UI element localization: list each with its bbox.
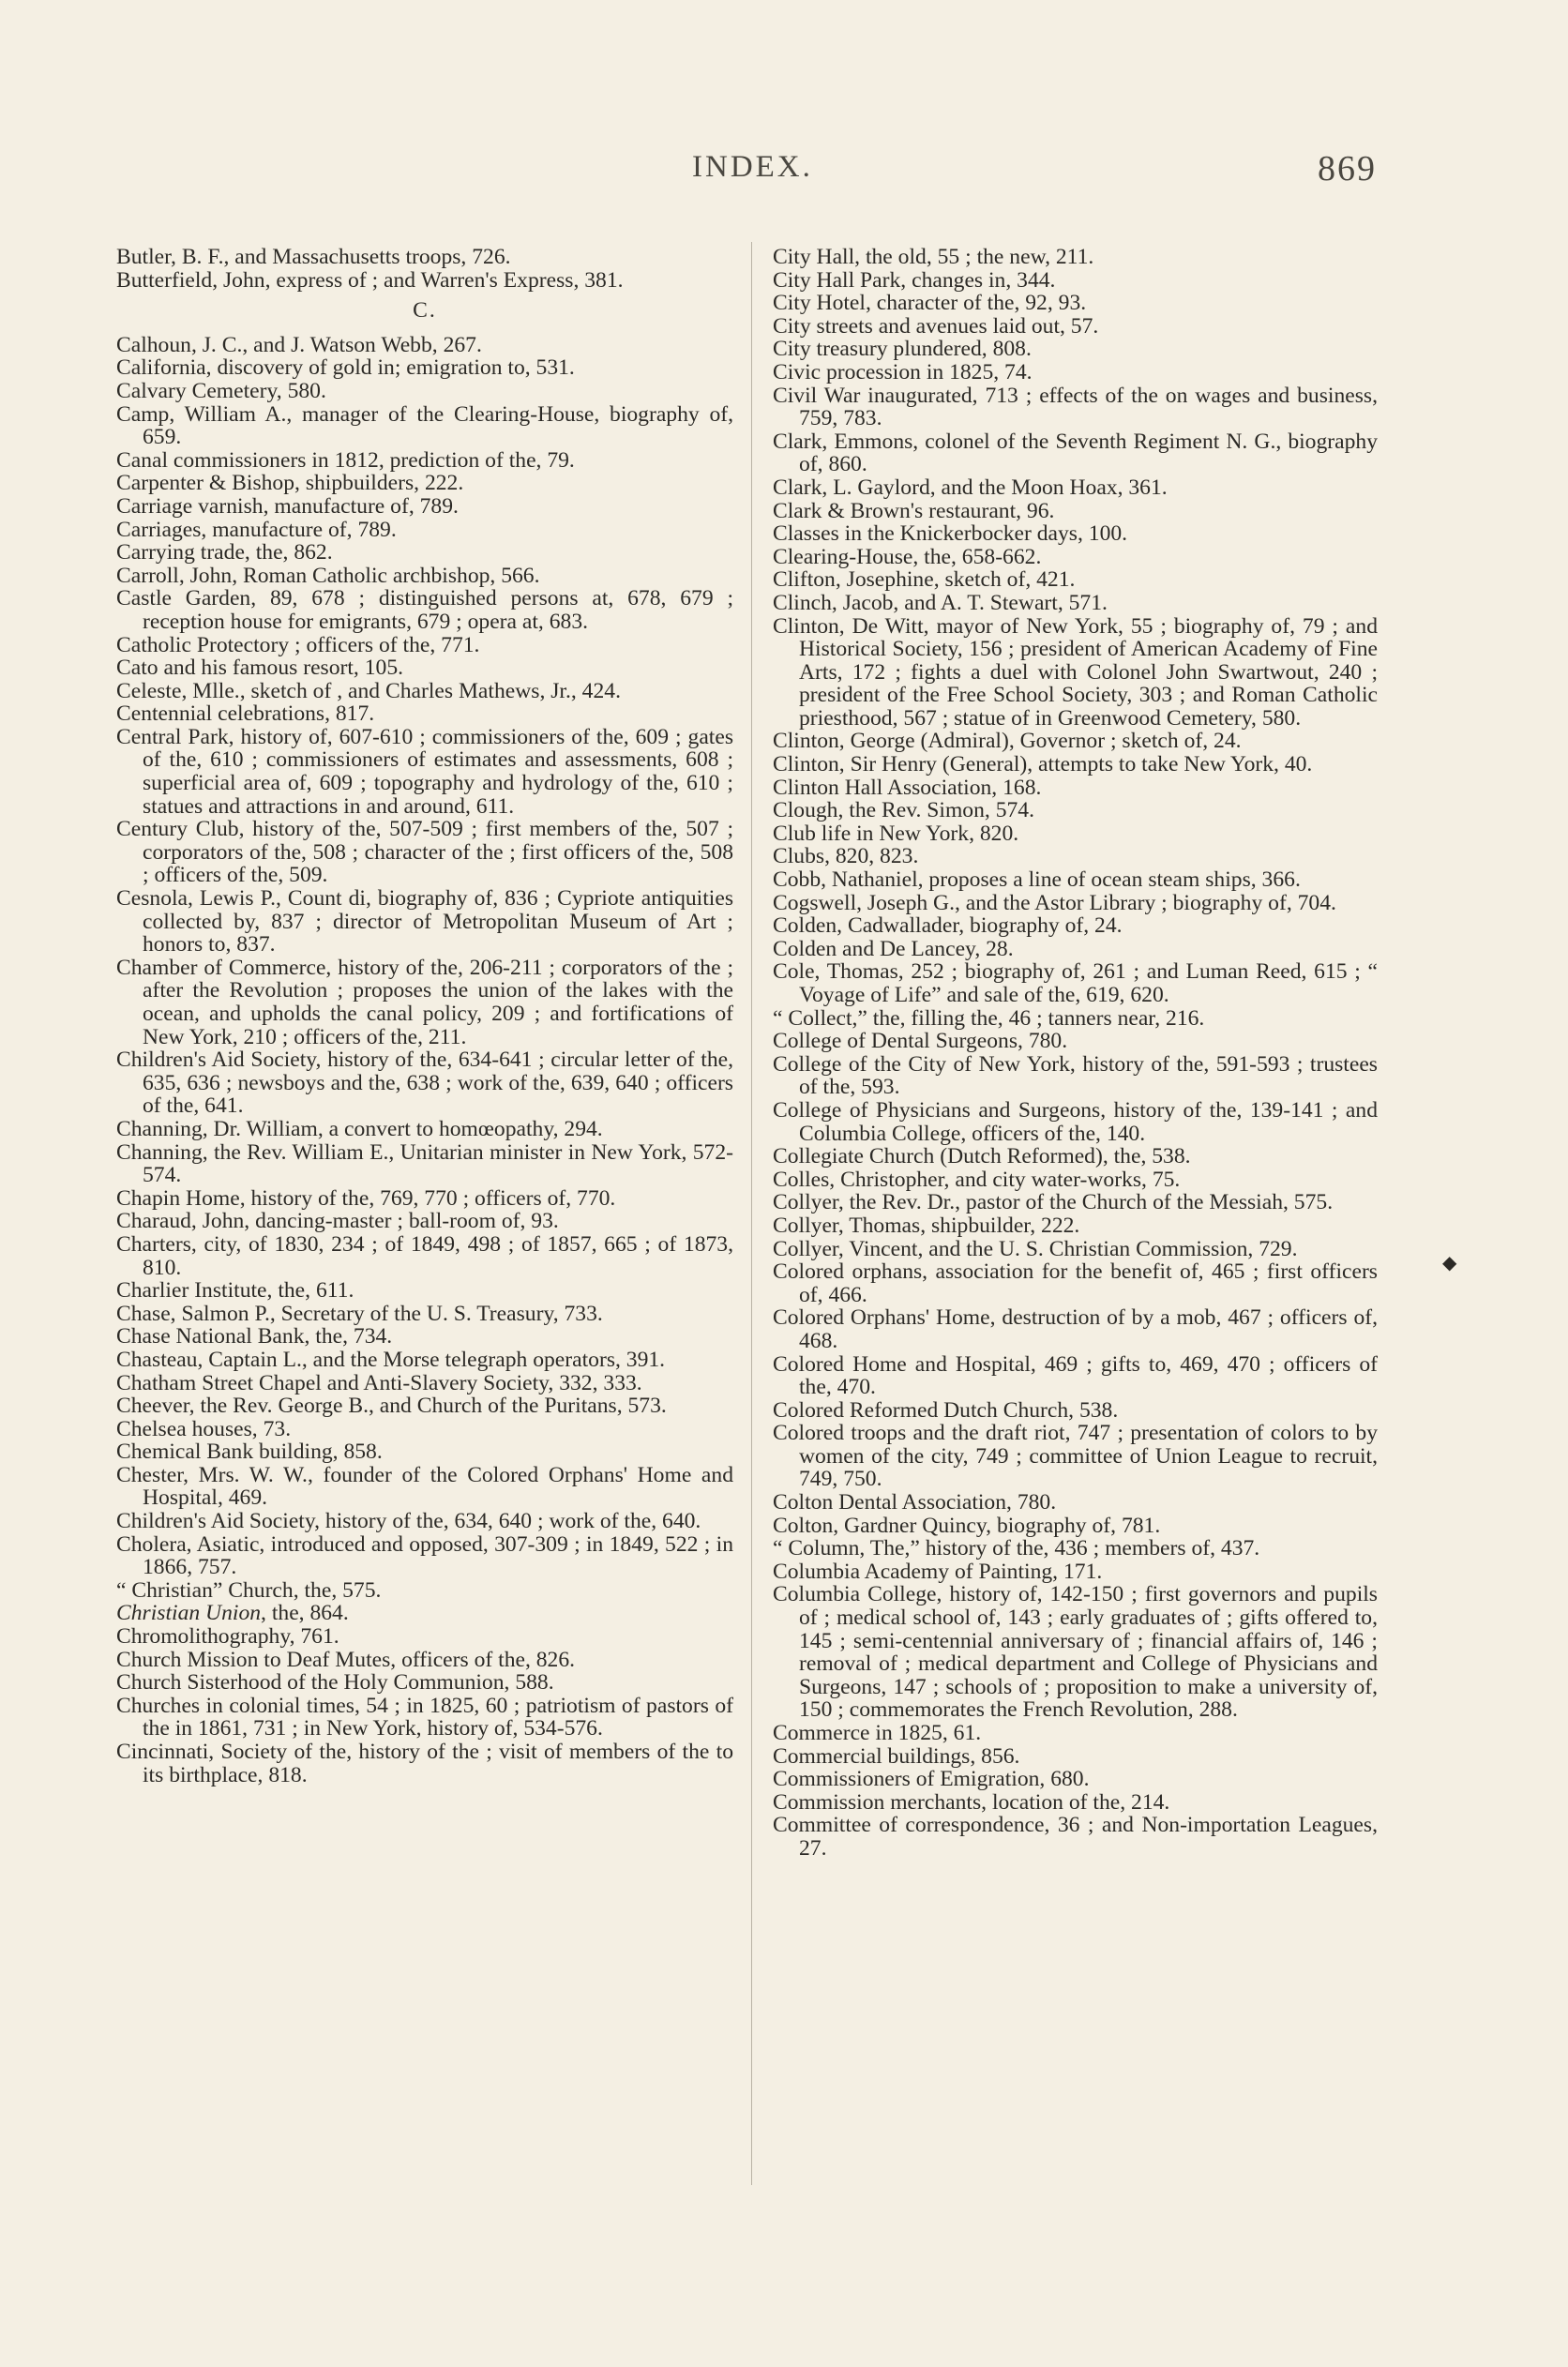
index-entry: City treasury plundered, 808.	[773, 337, 1032, 362]
index-entry: Chromolithography, 761.	[116, 1624, 339, 1650]
index-entry: Clark & Brown's restaurant, 96.	[773, 498, 1055, 523]
index-entry: College of the City of New York, history of the, 591-593 ; trustees of the, 593.	[773, 1051, 1378, 1100]
index-entry: Colored Reformed Dutch Church, 538.	[773, 1397, 1119, 1423]
index-entry: Clinton, Sir Henry (General), attempts to take New York, 40.	[773, 752, 1313, 777]
index-entry: Canal commissioners in 1812, prediction of the, 79.	[116, 447, 575, 473]
index-column-right	[773, 246, 1378, 1861]
index-entry: Chelsea houses, 73.	[116, 1416, 292, 1441]
index-entry: Commission merchants, location of the, 214.	[773, 1789, 1170, 1815]
index-entry: City Hall Park, changes in, 344.	[773, 267, 1056, 293]
index-entry: Carpenter & Bishop, shipbuilders, 222.	[116, 471, 464, 496]
index-entry: Clinton, De Witt, mayor of New York, 55 ; biography of, 79 ; and Historical Society, 156 ; president of American Academy of Fine Arts, 172 ; fights a duel with Colonel John Swartwout, 240 ; president of the Free School Society, 303 ; and Roman Catholic priesthood, 567 ; statue of in Greenwood Cemetery, 580.	[773, 613, 1378, 731]
index-entry: Clearing-House, the, 658-662.	[773, 544, 1042, 569]
index-entry: Columbia College, history of, 142-150 ; first governors and pupils of ; medical school of, 143 ; early graduates of ; gifts offered to, 145 ; semi-centennial anniversary of ; financial affairs of, 146 ; removal of ; medical department and College of Physicians and Surgeons, 147 ; schools of ; proposition to make a university of, 150 ; commemorates the French Revolution, 288.	[773, 1582, 1378, 1723]
index-entry	[116, 1602, 733, 1625]
index-entry: Clark, Emmons, colonel of the Seventh Regiment N. G., biography of, 860.	[773, 429, 1378, 477]
index-entry: Cato and his famous resort, 105.	[116, 656, 404, 681]
index-entry: City streets and avenues laid out, 57.	[773, 313, 1099, 339]
index-entry: Collyer, Vincent, and the U. S. Christian Commission, 729.	[773, 1236, 1298, 1261]
index-entry: Clifton, Josephine, sketch of, 421.	[773, 567, 1076, 593]
index-entry: Colored Home and Hospital, 469 ; gifts to, 469, 470 ; officers of the, 470.	[773, 1351, 1378, 1400]
index-entry: “ Column, The,” history of the, 436 ; members of, 437.	[773, 1536, 1260, 1561]
index-entry: Carrying trade, the, 862.	[116, 540, 333, 565]
index-entry: Charaud, John, dancing-master ; ball-room of, 93.	[116, 1209, 559, 1234]
index-entry: Channing, the Rev. William E., Unitarian minister in New York, 572-574.	[116, 1139, 733, 1188]
index-entry: Columbia Academy of Painting, 171.	[773, 1559, 1103, 1584]
index-entry: Central Park, history of, 607-610 ; commissioners of the, 609 ; gates of the, 610 ; commissioners of estimates and assessments, 608 ; superficial area of, 609 ; topography and hydrology of the, 610 ; statues and attractions in and around, 611.	[116, 724, 733, 819]
index-entry: Charlier Institute, the, 611.	[116, 1278, 354, 1304]
column-divider	[751, 242, 752, 2185]
index-entry: College of Physicians and Surgeons, history of the, 139-141 ; and Columbia College, officers of the, 140.	[773, 1097, 1378, 1146]
index-entry: Collyer, the Rev. Dr., pastor of the Church of the Messiah, 575.	[773, 1190, 1334, 1215]
margin-mark: ◆	[1442, 1253, 1457, 1274]
index-entry: Civic procession in 1825, 74.	[773, 359, 1033, 384]
index-entry: Chamber of Commerce, history of the, 206-211 ; corporators of the ; after the Revolution ; proposes the union of the lakes with the ocean, and upholds the canal policy, 209 ; and fortifications of New York, 210 ; officers of the, 211.	[116, 955, 733, 1049]
index-entry: Colton, Gardner Quincy, biography of, 781.	[773, 1513, 1161, 1538]
index-entry: Chase National Bank, the, 734.	[116, 1324, 393, 1349]
index-entry: Butterfield, John, express of ; and Warren's Express, 381.	[116, 267, 624, 293]
index-entry: Colles, Christopher, and city water-works, 75.	[773, 1167, 1181, 1192]
index-entry: Cogswell, Joseph G., and the Astor Library ; biography of, 704.	[773, 890, 1336, 915]
index-entry: Classes in the Knickerbocker days, 100.	[773, 521, 1128, 547]
index-entry: College of Dental Surgeons, 780.	[773, 1029, 1068, 1054]
index-entry: Clinch, Jacob, and A. T. Stewart, 571.	[773, 590, 1108, 615]
index-entry: City Hotel, character of the, 92, 93.	[773, 291, 1087, 316]
index-entry: Church Mission to Deaf Mutes, officers of the, 826.	[116, 1647, 576, 1672]
page-header	[0, 150, 1568, 197]
index-entry: Cesnola, Lewis P., Count di, biography of, 836 ; Cypriote antiquities collected by, 837 ; director of Metropolitan Museum of Art ; honors to, 837.	[116, 886, 733, 957]
index-entry: Chase, Salmon P., Secretary of the U. S. Treasury, 733.	[116, 1301, 603, 1326]
running-title: INDEX.	[692, 150, 813, 184]
index-entry: Centennial celebrations, 817.	[116, 701, 375, 727]
index-entry: Channing, Dr. William, a convert to homœopathy, 294.	[116, 1116, 603, 1141]
index-entry: Churches in colonial times, 54 ; in 1825, 60 ; patriotism of pastors of the in 1861, 731 ; in New York, history of, 534-576.	[116, 1693, 733, 1741]
index-entry: Clark, L. Gaylord, and the Moon Hoax, 361.	[773, 475, 1168, 500]
index-entry: Colton Dental Association, 780.	[773, 1490, 1057, 1515]
index-entry: Colored troops and the draft riot, 747 ; presentation of colors to by women of the city, 749 ; committee of Union League to recruit, 749, 750.	[773, 1421, 1378, 1492]
index-entry: Cincinnati, Society of the, history of the ; visit of members of the to its birthplace, 818.	[116, 1740, 733, 1787]
index-entry: City Hall, the old, 55 ; the new, 211.	[773, 245, 1094, 269]
index-entry: Celeste, Mlle., sketch of , and Charles Mathews, Jr., 424.	[116, 678, 621, 703]
index-entry: Butler, B. F., and Massachusetts troops, 726.	[116, 245, 511, 269]
index-entry: Commerce in 1825, 61.	[773, 1721, 982, 1745]
page-number: 869	[1318, 149, 1377, 188]
index-entry: Cheever, the Rev. George B., and Church of the Puritans, 573.	[116, 1394, 667, 1419]
index-entry: Calhoun, J. C., and J. Watson Webb, 267.	[116, 332, 482, 357]
index-entry: Commercial buildings, 856.	[773, 1743, 1020, 1769]
index-entry: Cole, Thomas, 252 ; biography of, 261 ; and Luman Reed, 615 ; “ Voyage of Life” and sale of the, 619, 620.	[773, 959, 1378, 1007]
section-letter: C.	[413, 298, 437, 324]
index-entry: Century Club, history of the, 507-509 ; first members of the, 507 ; corporators of the, 508 ; character of the ; first officers of the, 508 ; officers of the, 509.	[116, 817, 733, 888]
index-entry: Colden, Cadwallader, biography of, 24.	[773, 913, 1123, 939]
index-entry: Carriage varnish, manufacture of, 789.	[116, 493, 459, 519]
index-entry: Clough, the Rev. Simon, 574.	[773, 798, 1034, 823]
index-entry: Collyer, Thomas, shipbuilder, 222.	[773, 1213, 1080, 1238]
index-entry: “ Collect,” the, filling the, 46 ; tanners near, 216.	[773, 1005, 1205, 1031]
index-entry: “ Christian” Church, the, 575.	[116, 1577, 382, 1603]
index-entry: Committee of correspondence, 36 ; and Non-importation Leagues, 27.	[773, 1813, 1378, 1861]
index-entry: Children's Aid Society, history of the, 634, 640 ; work of the, 640.	[116, 1509, 701, 1534]
index-entry: Clinton, George (Admiral), Governor ; sketch of, 24.	[773, 729, 1242, 754]
index-entry: Cobb, Nathaniel, proposes a line of ocean steam ships, 366.	[773, 867, 1301, 893]
index-entry: Clubs, 820, 823.	[773, 844, 919, 869]
index-entry: Chemical Bank building, 858.	[116, 1440, 383, 1465]
index-entry: Commissioners of Emigration, 680.	[773, 1767, 1090, 1792]
index-entry: Children's Aid Society, history of the, 634-641 ; circular letter of the, 635, 636 ; newsboys and the, 638 ; work of the, 639, 640 ; officers of the, 641.	[116, 1048, 733, 1119]
index-entry: Camp, William A., manager of the Clearing-House, biography of, 659.	[116, 401, 733, 450]
index-entry: Charters, city, of 1830, 234 ; of 1849, 498 ; of 1857, 665 ; of 1873, 810.	[116, 1231, 733, 1280]
index-entry: Castle Garden, 89, 678 ; distinguished persons at, 678, 679 ; reception house for emigrants, 679 ; opera at, 683.	[116, 586, 733, 634]
index-entry: Cholera, Asiatic, introduced and opposed, 307-309 ; in 1849, 522 ; in 1866, 757.	[116, 1531, 733, 1580]
index-column-left	[116, 246, 733, 1787]
index-entry: Church Sisterhood of the Holy Communion, 588.	[116, 1670, 554, 1696]
index-entry: Calvary Cemetery, 580.	[116, 378, 326, 403]
index-entry: Carriages, manufacture of, 789.	[116, 517, 397, 542]
index-entry: Chapin Home, history of the, 769, 770 ; officers of, 770.	[116, 1185, 616, 1211]
index-entry: Collegiate Church (Dutch Reformed), the, 538.	[773, 1144, 1191, 1169]
index-entry: Chatham Street Chapel and Anti-Slavery Society, 332, 333.	[116, 1370, 642, 1395]
italic-title: Christian Union	[116, 1601, 262, 1626]
entry-text: , the, 864.	[261, 1601, 349, 1626]
index-entry: Civil War inaugurated, 713 ; effects of the on wages and business, 759, 783.	[773, 383, 1378, 431]
index-entry: California, discovery of gold in; emigration to, 531.	[116, 355, 575, 381]
index-entry: Carroll, John, Roman Catholic archbishop, 566.	[116, 563, 540, 588]
index-entry: Colored Orphans' Home, destruction of by a mob, 467 ; officers of, 468.	[773, 1305, 1378, 1353]
index-entry: Chasteau, Captain L., and the Morse telegraph operators, 391.	[116, 1347, 666, 1372]
index-entry: Colden and De Lancey, 28.	[773, 936, 1014, 961]
index-entry: Chester, Mrs. W. W., founder of the Colored Orphans' Home and Hospital, 469.	[116, 1462, 733, 1511]
index-entry: Colored orphans, association for the benefit of, 465 ; first officers of, 466.	[773, 1259, 1378, 1307]
index-entry: Club life in New York, 820.	[773, 821, 1019, 846]
index-entry: Clinton Hall Association, 168.	[773, 775, 1042, 800]
index-entry: Catholic Protectory ; officers of the, 771.	[116, 632, 480, 657]
